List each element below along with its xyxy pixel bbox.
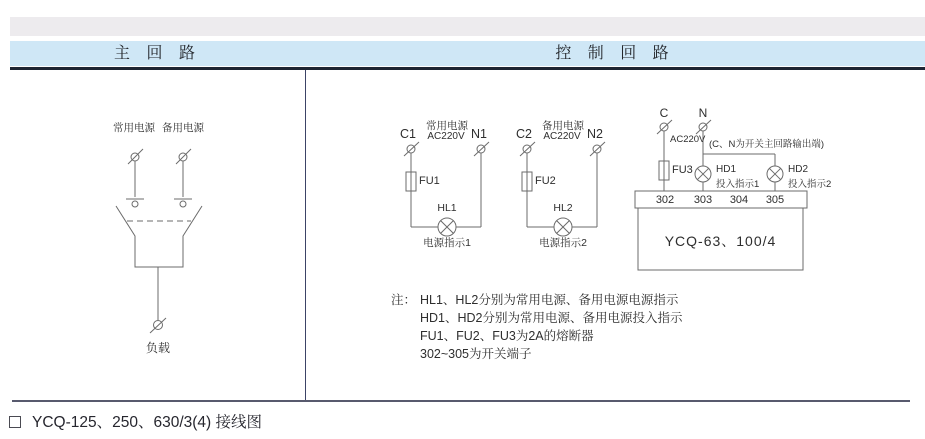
notes-line-4: 302~305为开关端子: [420, 347, 532, 361]
terminal-303-label: 303: [693, 194, 713, 206]
transfer-switch-symbol: [116, 201, 202, 267]
notes-prefix: 注：: [391, 293, 417, 307]
terminal-c2-label: C2: [516, 127, 532, 141]
lamp-hd2-icon: [767, 166, 783, 182]
main-circuit-header: 主 回 路: [114, 45, 201, 62]
lamp-hd1-caption: 投入指示1: [716, 179, 760, 190]
terminal-c-label: C: [659, 106, 669, 120]
terminal-c1-label: C1: [400, 127, 416, 141]
lamp-hd2-label: HD2: [788, 164, 809, 175]
terminal-305-label: 305: [765, 194, 785, 206]
terminal-n-label: N: [698, 106, 708, 120]
circuit2-voltage: AC220V: [543, 131, 581, 142]
lamp-hl2-label: HL2: [553, 202, 573, 214]
terminal-302-label: 302: [655, 194, 675, 206]
lamp-hd1-label: HD1: [716, 164, 737, 175]
lamp-hl1-icon: [438, 218, 456, 236]
notes-line-1: HL1、HL2分别为常用电源、备用电源电源指示: [420, 293, 679, 307]
load-label: 负载: [145, 341, 170, 355]
fuse-fu1-label: FU1: [419, 175, 440, 187]
lamp-hd1-icon: [695, 166, 711, 182]
circuit1-wires: [411, 153, 481, 227]
fuse-fu2-label: FU2: [535, 175, 556, 187]
circuit2-caption: 电源指示2: [539, 237, 587, 249]
device-model-label: YCQ-63、100/4: [664, 233, 777, 249]
circuit2-wires: [527, 153, 597, 227]
notes-line-2: HD1、HD2分别为常用电源、备用电源投入指示: [420, 311, 683, 325]
main-wires: [126, 161, 192, 199]
circuit1-title: 常用电源: [426, 120, 468, 132]
main-backup-source-label: 备用电源: [162, 122, 204, 134]
circuit3-inline-note: (C、N为开关主回路输出端): [709, 139, 825, 150]
circuit2-title: 备用电源: [542, 120, 584, 132]
circuit1-voltage: AC220V: [427, 131, 465, 142]
circuit3-voltage: AC220V: [670, 134, 706, 145]
load-terminal-icon: [150, 318, 166, 333]
terminal-304-label: 304: [729, 194, 749, 206]
main-normal-source-label: 常用电源: [113, 122, 155, 134]
square-bullet-icon: [9, 416, 21, 428]
control-circuit-header: 控 制 回 路: [555, 45, 675, 62]
figure-caption: YCQ-125、250、630/3(4) 接线图: [32, 414, 263, 431]
fuse-fu3-label: FU3: [672, 164, 693, 176]
lamp-hd2-caption: 投入指示2: [788, 179, 832, 190]
lamp-hl2-icon: [554, 218, 572, 236]
terminal-n2-label: N2: [587, 127, 603, 141]
notes-line-3: FU1、FU2、FU3为2A的熔断器: [420, 329, 594, 343]
circuit1-caption: 电源指示1: [423, 237, 471, 249]
terminal-n1-label: N1: [471, 127, 487, 141]
lamp-hl1-label: HL1: [437, 202, 457, 214]
